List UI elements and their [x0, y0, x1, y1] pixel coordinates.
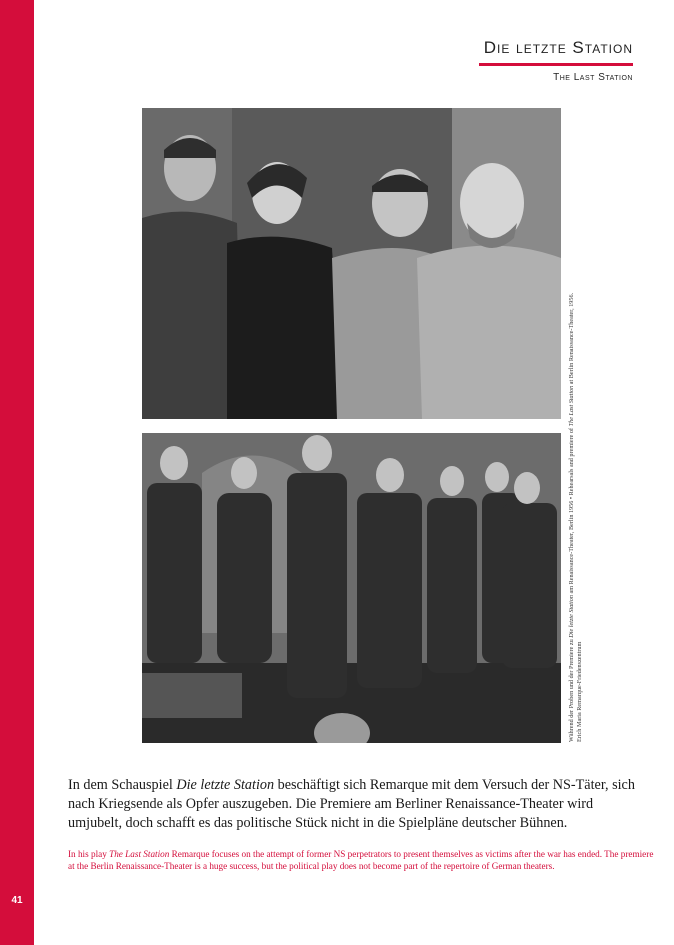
body-text-english: [68, 848, 658, 872]
title-english: The Last Station: [553, 72, 633, 83]
photo-caption: [568, 242, 584, 742]
body-text-german: [68, 776, 648, 833]
rehearsal-photo-figures: [142, 108, 561, 419]
title-divider: [479, 63, 633, 66]
red-sidebar: [0, 0, 34, 945]
caption-text-2: am Renaissance-Theater, Berlin 1956 • Rehearsals and premiere of: [568, 426, 575, 596]
caption-play-title-en: The Last Station: [568, 385, 575, 427]
caption-text-3: at Berlin Renaissance-Theater, 1956.: [568, 292, 575, 386]
body-en-part-1: In his play: [68, 849, 110, 859]
page-header: [479, 37, 633, 83]
rehearsal-photo: [142, 108, 561, 419]
body-en-title: The Last Station: [109, 849, 170, 859]
caption-credit: Erich Maria Remarque-Friedenszentrum: [576, 641, 583, 742]
title-german: Die letzte Station: [483, 38, 633, 57]
body-de-part-1: In dem Schauspiel: [68, 777, 177, 793]
page-number: 41: [11, 895, 23, 906]
caption-play-title: Die letzte Station: [568, 595, 575, 638]
premiere-photo: [142, 433, 561, 743]
body-de-part-2: beschäftigt sich Remarque mit dem Versuch der NS-Täter, sich nach Kriegsende als Opfer auszugeben. Die Premiere am Berliner Renaissance-Theater wird umjubelt, doch schafft es das politische Stück nicht in die Spielpläne deutscher Bühnen.: [68, 777, 635, 831]
body-en-part-2: Remarque focuses on the attempt of former NS perpetrators to present themselves as victims after the war has ended. The premiere at the Berlin Renaissance-Theater is a huge success, but the political play does not become part of the repertoire of German theaters.: [68, 849, 654, 871]
premiere-photo-figures: [142, 433, 561, 743]
body-de-title: Die letzte Station: [176, 777, 275, 793]
caption-text-1: Während der Proben und der Premiere zu: [568, 637, 575, 742]
